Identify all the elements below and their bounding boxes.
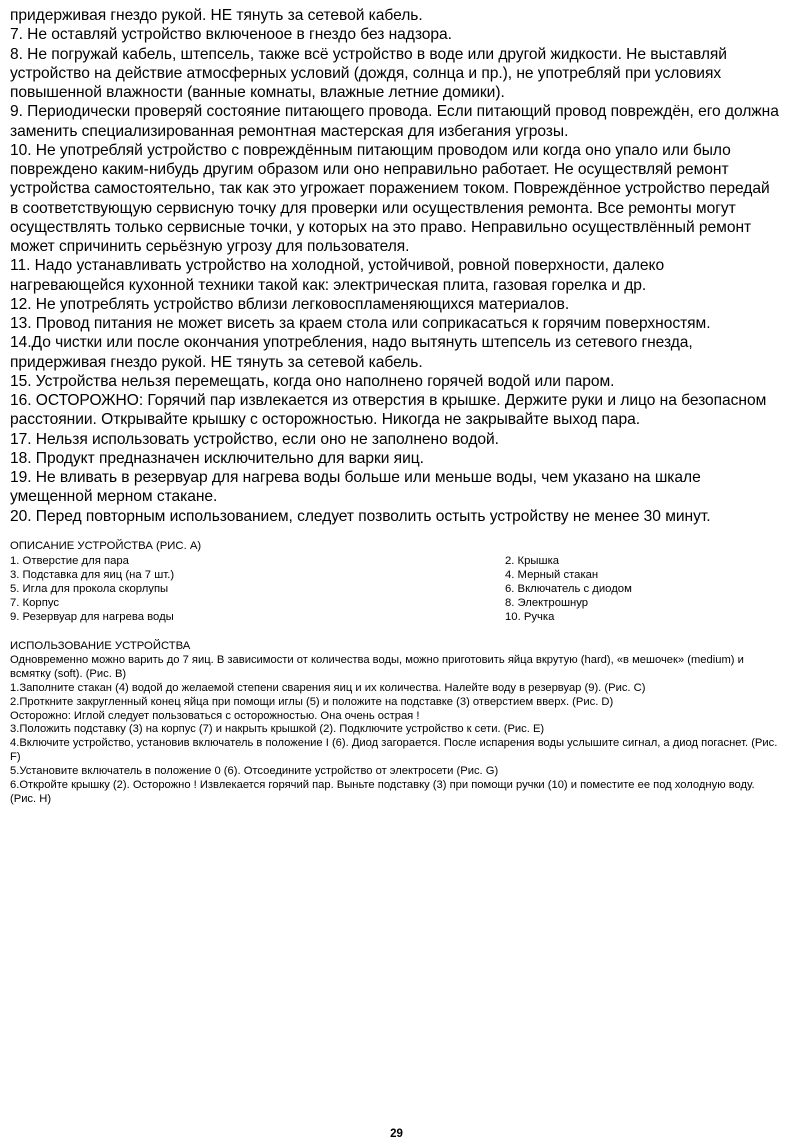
usage-paragraph: 6.Откройте крышку (2). Осторожно ! Извлекается горячий пар. Выньте подставку (3) при помощи ручки (10) и поместите ее под холодную воду. (Рис. H) <box>10 778 755 805</box>
description-item-left: 5. Игла для прокола скорлупы <box>10 582 169 595</box>
safety-warnings-section <box>10 6 781 526</box>
description-item-right: 4. Мерный стакан <box>505 568 599 581</box>
warning-paragraph: 15. Устройства нельзя перемещать, когда оно наполнено горячей водой или паром. <box>10 372 615 390</box>
usage-heading: ИСПОЛЬЗОВАНИЕ УСТРОЙСТВА <box>10 639 191 652</box>
description-item-right: 8. Электрошнур <box>505 596 589 609</box>
description-row <box>10 554 781 568</box>
warning-paragraph: 17. Нельзя использовать устройство, если оно не заполнено водой. <box>10 430 499 448</box>
warning-paragraph: 13. Провод питания не может висеть за краем стола или соприкасаться к горячим поверхностям. <box>10 315 711 332</box>
description-item-left: 1. Отверстие для пара <box>10 554 129 567</box>
usage-paragraph: 2.Проткните закругленный конец яйца при помощи иглы (5) и положите на подставке (3) отверстием вверх. (Рис. D) <box>10 695 614 708</box>
description-row <box>10 582 781 596</box>
warning-paragraph: 20. Перед повторным использованием, следует позволить остыть устройству не менее 30 минут. <box>10 507 711 525</box>
warning-paragraph: 18. Продукт предназначен исключительно для варки яиц. <box>10 449 424 467</box>
warning-paragraph: 12. Не употреблять устройство вблизи легковоспламеняющихся материалов. <box>10 295 570 313</box>
warning-paragraph: 16. ОСТОРОЖНО: Горячий пар извлекается из отверстия в крышке. Держите руки и лицо на безопасном расстоянии. Открывайте крышку с осторожностью. Никогда не закрывайте выход пара. <box>10 392 767 429</box>
description-item-right: 2. Крышка <box>505 554 560 567</box>
usage-paragraph: 1.Заполните стакан (4) водой до желаемой степени сварения яиц и их количества. Налейте воду в резервуар (9). (Рис. C) <box>10 681 646 694</box>
description-item-left: 7. Корпус <box>10 596 59 609</box>
warning-paragraph: 14.До чистки или после окончания употребления, надо вытянуть штепсель из сетевого гнезда, придерживая гнездо рукой. НЕ тянуть за сетевой кабель. <box>10 334 693 371</box>
warning-paragraph: придерживая гнездо рукой. НЕ тянуть за сетевой кабель. <box>10 7 423 24</box>
description-row <box>10 596 781 610</box>
description-row <box>10 568 781 582</box>
description-item-left: 9. Резервуар для нагрева воды <box>10 610 174 623</box>
device-description-list <box>10 554 781 624</box>
description-heading: ОПИСАНИЕ УСТРОЙСТВА (РИС. А) <box>10 539 202 552</box>
warning-paragraph: 10. Не употребляй устройство с повреждённым питающим проводом или когда оно упало или было повреждено каким-нибудь другим образом или оно неправильно работает. Не осуществляй ремонт устройства самостоятельно, так как это угрожает поражением током. Повреждённое устройство передай в соответствующую сервисную точку для проверки или осуществления ремонта. Все ремонты могут осуществлять только сервисные точки, у которых на это право. Неправильно осуществлённый ремонт может спричинить серьёзную угрозу для пользователя. <box>10 141 770 255</box>
warning-paragraph: 8. Не погружай кабель, штепсель, также всё устройство в воде или другой жидкости. Не выставляй устройство на действие атмосферных условий (дождя, солнца и пр.), не употребляй при условиях повышенной влажности (ванные комнаты, влажные летние домики). <box>10 45 727 101</box>
usage-paragraph: Одновременно можно варить до 7 яиц. В зависимости от количества воды, можно приготовить яйца вкрутую (hard), «в мешочек» (medium) и всмятку (soft). (Рис. B) <box>10 654 744 681</box>
description-item-right: 6. Включатель с диодом <box>505 582 632 595</box>
description-item-left: 3. Подставка для яиц (на 7 шт.) <box>10 568 175 581</box>
description-row <box>10 610 781 624</box>
page-number: 29 <box>390 1128 403 1140</box>
usage-paragraph: 4.Включите устройство, установив включатель в положение I (6). Диод загорается. После испарения воды услышите сигнал, а диод погаснет. (Рис. F) <box>10 737 778 764</box>
warning-paragraph: 11. Надо устанавливать устройство на холодной, устойчивой, ровной поверхности, далеко нагревающейся кухонной техники такой как: электрическая плита, газовая горелка и др. <box>10 257 665 294</box>
warning-paragraph: 19. Не вливать в резервуар для нагрева воды больше или меньше воды, чем указано на шкале умещенной мерном стакане. <box>10 469 701 506</box>
usage-paragraph: 5.Установите включатель в положение 0 (6). Отсоедините устройство от электросети (Рис. G) <box>10 764 499 777</box>
usage-paragraph: Осторожно: Иглой следует пользоваться с осторожностью. Она очень острая ! <box>10 709 420 722</box>
usage-instructions-section <box>10 654 781 806</box>
usage-paragraph: 3.Положить подставку (3) на корпус (7) и накрыть крышкой (2). Подключите устройство к сети. (Рис. E) <box>10 723 545 736</box>
description-item-right: 10. Ручка <box>505 610 555 623</box>
warning-paragraph: 7. Не оставляй устройство включеноое в гнездо без надзора. <box>10 26 452 44</box>
warning-paragraph: 9. Периодически проверяй состояние питающего провода. Если питающий провод повреждён, его должна заменить специализированная ремонтная мастерская для избегания угрозы. <box>10 103 779 140</box>
